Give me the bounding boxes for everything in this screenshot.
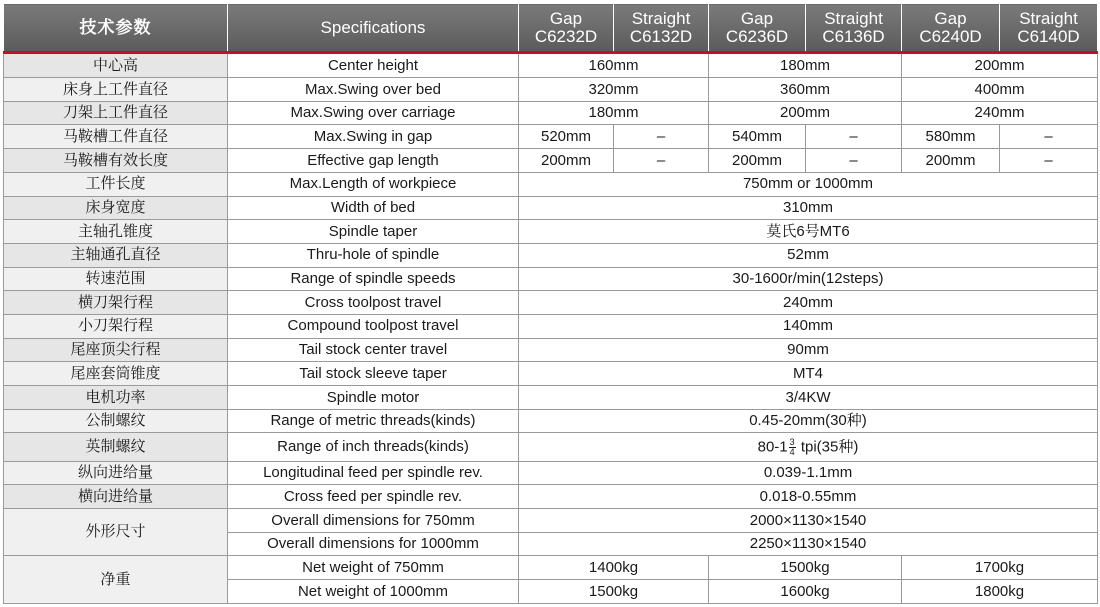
table-row [4,220,1098,244]
row-label-en: Center height [228,53,519,78]
table-row [4,125,1098,149]
value-cell: 90mm [519,338,1098,362]
spec-table [3,3,1098,604]
row-label-en: Range of spindle speeds [228,267,519,291]
value-cell: 180mm [519,101,709,125]
header-model: Straight C6132D [614,4,709,53]
table-row [4,461,1098,485]
value-cell [519,433,1098,461]
row-label-cn: 转速范围 [4,267,228,291]
row-label-cn: 马鞍槽工件直径 [4,125,228,149]
table-row [4,433,1098,461]
value-cell: 200mm [519,149,614,173]
value-cell: – [1000,149,1098,173]
row-label-en: Range of inch threads(kinds) [228,433,519,461]
header-spec-en: Specifications [228,4,519,53]
row-label-en: Max.Swing over bed [228,78,519,102]
table-row [4,243,1098,267]
row-label-cn: 公制螺纹 [4,409,228,433]
table-row [4,149,1098,173]
value-cell: 400mm [902,78,1098,102]
table-row [4,386,1098,410]
row-label-en: Overall dimensions for 1000mm [228,532,519,556]
row-label-en: Range of metric threads(kinds) [228,409,519,433]
row-label-cn: 横向进给量 [4,485,228,509]
row-label-en: Cross toolpost travel [228,291,519,315]
row-label-en: Tail stock sleeve taper [228,362,519,386]
value-cell: 莫氏6号MT6 [519,220,1098,244]
value-cell: 1800kg [902,580,1098,604]
header-model: Gap C6232D [519,4,614,53]
row-label-en: Max.Swing over carriage [228,101,519,125]
row-label-en: Effective gap length [228,149,519,173]
table-row [4,267,1098,291]
fraction [789,438,796,457]
value-cell: MT4 [519,362,1098,386]
header-param-cn: 技术参数 [4,4,228,53]
row-label-cn: 主轴孔锥度 [4,220,228,244]
table-row [4,509,1098,533]
table-row [4,172,1098,196]
value-cell: 52mm [519,243,1098,267]
value-cell: 140mm [519,314,1098,338]
inch-thread-prefix: 80-1 [757,438,788,456]
value-cell: 0.018-0.55mm [519,485,1098,509]
row-label-en: Longitudinal feed per spindle rev. [228,461,519,485]
value-cell: 580mm [902,125,1000,149]
value-cell: – [1000,125,1098,149]
row-label-cn: 尾座顶尖行程 [4,338,228,362]
fraction-denominator: 4 [789,446,795,457]
row-label-en: Spindle taper [228,220,519,244]
row-label-cn: 主轴通孔直径 [4,243,228,267]
value-cell: – [614,149,709,173]
row-label-en: Width of bed [228,196,519,220]
value-cell: 1400kg [519,556,709,580]
table-row [4,409,1098,433]
row-label-en: Net weight of 750mm [228,556,519,580]
header-model: Gap C6236D [709,4,806,53]
value-cell: 1700kg [902,556,1098,580]
row-label-cn: 床身宽度 [4,196,228,220]
value-cell: – [614,125,709,149]
value-cell: 200mm [709,101,902,125]
value-cell: 0.45-20mm(30种) [519,409,1098,433]
value-cell: 180mm [709,53,902,78]
value-cell: 750mm or 1000mm [519,172,1098,196]
header-model: Straight C6136D [806,4,902,53]
table-row [4,196,1098,220]
value-cell: 1500kg [519,580,709,604]
table-row [4,338,1098,362]
value-cell: 360mm [709,78,902,102]
row-label-cn: 外形尺寸 [4,509,228,556]
header-model: Straight C6140D [1000,4,1098,53]
row-label-cn: 中心高 [4,53,228,78]
value-cell: 520mm [519,125,614,149]
row-label-cn: 刀架上工件直径 [4,101,228,125]
value-cell: 200mm [902,149,1000,173]
row-label-en: Overall dimensions for 750mm [228,509,519,533]
value-cell: 320mm [519,78,709,102]
table-row [4,78,1098,102]
value-cell: 240mm [519,291,1098,315]
row-label-cn: 马鞍槽有效长度 [4,149,228,173]
row-label-cn: 小刀架行程 [4,314,228,338]
value-cell: 200mm [902,53,1098,78]
row-label-cn: 英制螺纹 [4,433,228,461]
value-cell: 1600kg [709,580,902,604]
inch-thread-suffix: tpi(35种) [796,438,859,456]
row-label-cn: 净重 [4,556,228,604]
value-cell: – [806,149,902,173]
row-label-en: Max.Length of workpiece [228,172,519,196]
row-label-en: Net weight of 1000mm [228,580,519,604]
row-label-en: Spindle motor [228,386,519,410]
row-label-cn: 床身上工件直径 [4,78,228,102]
row-label-cn: 横刀架行程 [4,291,228,315]
table-row [4,101,1098,125]
table-row [4,291,1098,315]
value-cell: 310mm [519,196,1098,220]
value-cell: 2250×1130×1540 [519,532,1098,556]
value-cell: 240mm [902,101,1098,125]
value-cell: 540mm [709,125,806,149]
header-row [4,4,1098,53]
value-cell: 2000×1130×1540 [519,509,1098,533]
value-cell: 1500kg [709,556,902,580]
row-label-en: Compound toolpost travel [228,314,519,338]
table-row [4,556,1098,580]
fraction-numerator: 3 [789,436,795,447]
row-label-en: Tail stock center travel [228,338,519,362]
table-row [4,53,1098,78]
row-label-en: Thru-hole of spindle [228,243,519,267]
row-label-cn: 电机功率 [4,386,228,410]
header-model: Gap C6240D [902,4,1000,53]
row-label-cn: 工件长度 [4,172,228,196]
value-cell: – [806,125,902,149]
value-cell: 3/4KW [519,386,1098,410]
row-label-en: Max.Swing in gap [228,125,519,149]
value-cell: 160mm [519,53,709,78]
row-label-en: Cross feed per spindle rev. [228,485,519,509]
row-label-cn: 尾座套筒锥度 [4,362,228,386]
table-row [4,485,1098,509]
value-cell: 200mm [709,149,806,173]
table-row [4,314,1098,338]
value-cell: 30-1600r/min(12steps) [519,267,1098,291]
row-label-cn: 纵向进给量 [4,461,228,485]
value-cell: 0.039-1.1mm [519,461,1098,485]
table-row [4,362,1098,386]
